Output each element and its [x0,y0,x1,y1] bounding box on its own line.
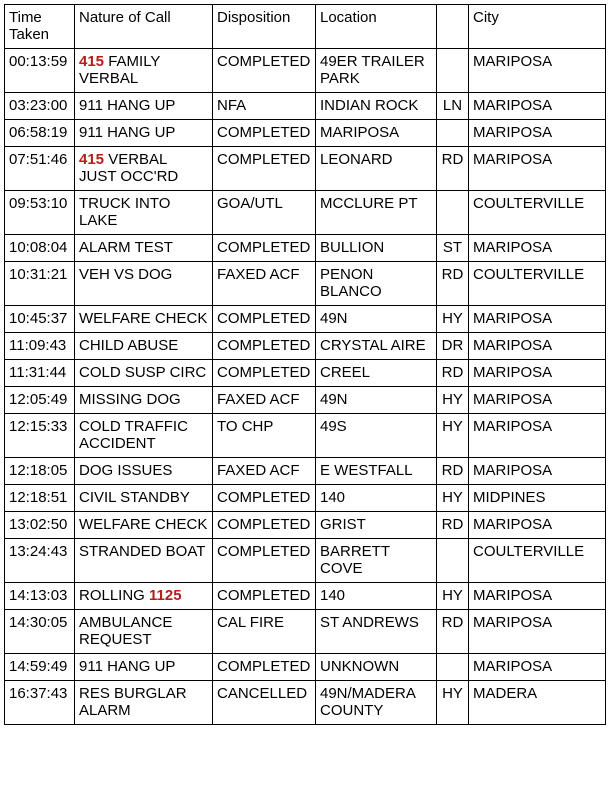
city-cell: MARIPOSA [469,333,606,360]
time-taken-cell: 13:24:43 [5,539,75,583]
street-suffix-cell: HY [437,387,469,414]
city-cell: MADERA [469,681,606,725]
street-suffix-cell: RD [437,512,469,539]
city-cell: MARIPOSA [469,387,606,414]
location-cell: PENON BLANCO [316,262,437,306]
table-row [5,147,606,191]
location-cell: 49S [316,414,437,458]
city-cell: MIDPINES [469,485,606,512]
table-row [5,49,606,93]
time-taken-cell: 16:37:43 [5,681,75,725]
location-cell: E WESTFALL [316,458,437,485]
street-suffix-cell: LN [437,93,469,120]
nature-of-call-cell [75,360,213,387]
time-taken-cell: 12:18:05 [5,458,75,485]
street-suffix-cell: DR [437,333,469,360]
city-cell: MARIPOSA [469,306,606,333]
call-code: 415 [79,151,105,168]
table-row [5,512,606,539]
street-suffix-cell: ST [437,235,469,262]
call-description: CIVIL STANDBY [79,489,190,506]
call-description: FAMILY VERBAL [79,53,165,87]
disposition-cell: FAXED ACF [213,458,316,485]
nature-of-call-cell [75,306,213,333]
table-row [5,120,606,147]
city-cell: COULTERVILLE [469,191,606,235]
header-city: City [469,5,606,49]
call-code: 415 [79,53,105,70]
time-taken-cell: 12:18:51 [5,485,75,512]
street-suffix-cell: HY [437,414,469,458]
nature-of-call-cell [75,120,213,147]
street-suffix-cell [437,539,469,583]
table-row [5,191,606,235]
call-description: VEH VS DOG [79,266,173,283]
table-row [5,387,606,414]
location-cell: INDIAN ROCK [316,93,437,120]
time-taken-cell: 07:51:46 [5,147,75,191]
call-description: AMBULANCE REQUEST [79,614,177,648]
call-description: TRUCK INTO LAKE [79,195,175,229]
time-taken-cell: 12:15:33 [5,414,75,458]
time-taken-cell: 09:53:10 [5,191,75,235]
nature-of-call-cell [75,583,213,610]
disposition-cell: COMPLETED [213,539,316,583]
table-row [5,583,606,610]
location-cell: 49N [316,387,437,414]
header-location: Location [316,5,437,49]
nature-of-call-cell [75,681,213,725]
call-description: STRANDED BOAT [79,543,206,560]
location-cell: CRYSTAL AIRE [316,333,437,360]
call-description: 911 HANG UP [79,97,176,114]
location-cell: 49N/MADERA COUNTY [316,681,437,725]
location-cell: BARRETT COVE [316,539,437,583]
nature-of-call-cell [75,93,213,120]
location-cell: 49N [316,306,437,333]
nature-of-call-cell [75,458,213,485]
street-suffix-cell: RD [437,360,469,387]
table-row [5,235,606,262]
nature-of-call-cell [75,654,213,681]
city-cell: MARIPOSA [469,120,606,147]
table-row [5,681,606,725]
disposition-cell: FAXED ACF [213,387,316,414]
table-row [5,360,606,387]
street-suffix-cell: RD [437,147,469,191]
city-cell: MARIPOSA [469,235,606,262]
city-cell: MARIPOSA [469,583,606,610]
call-description: COLD TRAFFIC ACCIDENT [79,418,192,452]
call-description: 911 HANG UP [79,658,176,675]
call-description: WELFARE CHECK [79,516,208,533]
table-row [5,539,606,583]
street-suffix-cell: HY [437,583,469,610]
disposition-cell: NFA [213,93,316,120]
table-row [5,93,606,120]
time-taken-cell: 11:09:43 [5,333,75,360]
nature-of-call-cell [75,262,213,306]
call-description: ALARM TEST [79,239,173,256]
call-description: VERBAL JUST OCC'RD [79,151,179,185]
disposition-cell: FAXED ACF [213,262,316,306]
location-cell: UNKNOWN [316,654,437,681]
table-row [5,458,606,485]
city-cell: COULTERVILLE [469,539,606,583]
header-nature-of-call: Nature of Call [75,5,213,49]
header-time-taken: Time Taken [5,5,75,49]
city-cell: MARIPOSA [469,360,606,387]
call-description: MISSING DOG [79,391,181,408]
time-taken-cell: 14:59:49 [5,654,75,681]
street-suffix-cell: HY [437,681,469,725]
call-description: 911 HANG UP [79,124,176,141]
city-cell: MARIPOSA [469,610,606,654]
disposition-cell: COMPLETED [213,583,316,610]
city-cell: MARIPOSA [469,93,606,120]
disposition-cell: COMPLETED [213,147,316,191]
time-taken-cell: 12:05:49 [5,387,75,414]
street-suffix-cell: RD [437,610,469,654]
location-cell: 140 [316,583,437,610]
city-cell: COULTERVILLE [469,262,606,306]
time-taken-cell: 14:13:03 [5,583,75,610]
location-cell: MCCLURE PT [316,191,437,235]
header-disposition: Disposition [213,5,316,49]
nature-of-call-cell [75,539,213,583]
call-description: CHILD ABUSE [79,337,179,354]
table-row [5,262,606,306]
nature-of-call-cell [75,147,213,191]
city-cell: MARIPOSA [469,414,606,458]
time-taken-cell: 06:58:19 [5,120,75,147]
nature-of-call-cell [75,191,213,235]
location-cell: MARIPOSA [316,120,437,147]
table-row [5,485,606,512]
header-street-suffix [437,5,469,49]
time-taken-cell: 14:30:05 [5,610,75,654]
nature-of-call-cell [75,512,213,539]
disposition-cell: COMPLETED [213,485,316,512]
location-cell: 49ER TRAILER PARK [316,49,437,93]
header-row [5,5,606,49]
disposition-cell: CANCELLED [213,681,316,725]
disposition-cell: TO CHP [213,414,316,458]
nature-of-call-cell [75,333,213,360]
street-suffix-cell: RD [437,262,469,306]
call-log-body [5,49,606,725]
time-taken-cell: 10:08:04 [5,235,75,262]
street-suffix-cell [437,654,469,681]
table-row [5,333,606,360]
disposition-cell: COMPLETED [213,360,316,387]
city-cell: MARIPOSA [469,512,606,539]
disposition-cell: GOA/UTL [213,191,316,235]
nature-of-call-cell [75,610,213,654]
disposition-cell: COMPLETED [213,333,316,360]
nature-of-call-cell [75,49,213,93]
time-taken-cell: 00:13:59 [5,49,75,93]
call-description: RES BURGLAR ALARM [79,685,190,719]
disposition-cell: COMPLETED [213,306,316,333]
time-taken-cell: 03:23:00 [5,93,75,120]
call-description: ROLLING [79,587,150,604]
city-cell: MARIPOSA [469,654,606,681]
disposition-cell: COMPLETED [213,235,316,262]
disposition-cell: CAL FIRE [213,610,316,654]
table-row [5,610,606,654]
time-taken-cell: 13:02:50 [5,512,75,539]
disposition-cell: COMPLETED [213,512,316,539]
time-taken-cell: 10:31:21 [5,262,75,306]
nature-of-call-cell [75,414,213,458]
disposition-cell: COMPLETED [213,49,316,93]
city-cell: MARIPOSA [469,458,606,485]
call-description: WELFARE CHECK [79,310,208,327]
location-cell: BULLION [316,235,437,262]
location-cell: 140 [316,485,437,512]
disposition-cell: COMPLETED [213,120,316,147]
nature-of-call-cell [75,235,213,262]
call-description: COLD SUSP CIRC [79,364,207,381]
street-suffix-cell: HY [437,306,469,333]
time-taken-cell: 10:45:37 [5,306,75,333]
location-cell: LEONARD [316,147,437,191]
city-cell: MARIPOSA [469,49,606,93]
location-cell: ST ANDREWS [316,610,437,654]
call-code: 1125 [149,587,182,604]
street-suffix-cell [437,49,469,93]
table-row [5,414,606,458]
call-log-table [4,4,606,725]
table-row [5,654,606,681]
nature-of-call-cell [75,387,213,414]
street-suffix-cell: HY [437,485,469,512]
call-description: DOG ISSUES [79,462,173,479]
street-suffix-cell: RD [437,458,469,485]
city-cell: MARIPOSA [469,147,606,191]
street-suffix-cell [437,191,469,235]
time-taken-cell: 11:31:44 [5,360,75,387]
location-cell: CREEL [316,360,437,387]
street-suffix-cell [437,120,469,147]
location-cell: GRIST [316,512,437,539]
table-row [5,306,606,333]
nature-of-call-cell [75,485,213,512]
disposition-cell: COMPLETED [213,654,316,681]
